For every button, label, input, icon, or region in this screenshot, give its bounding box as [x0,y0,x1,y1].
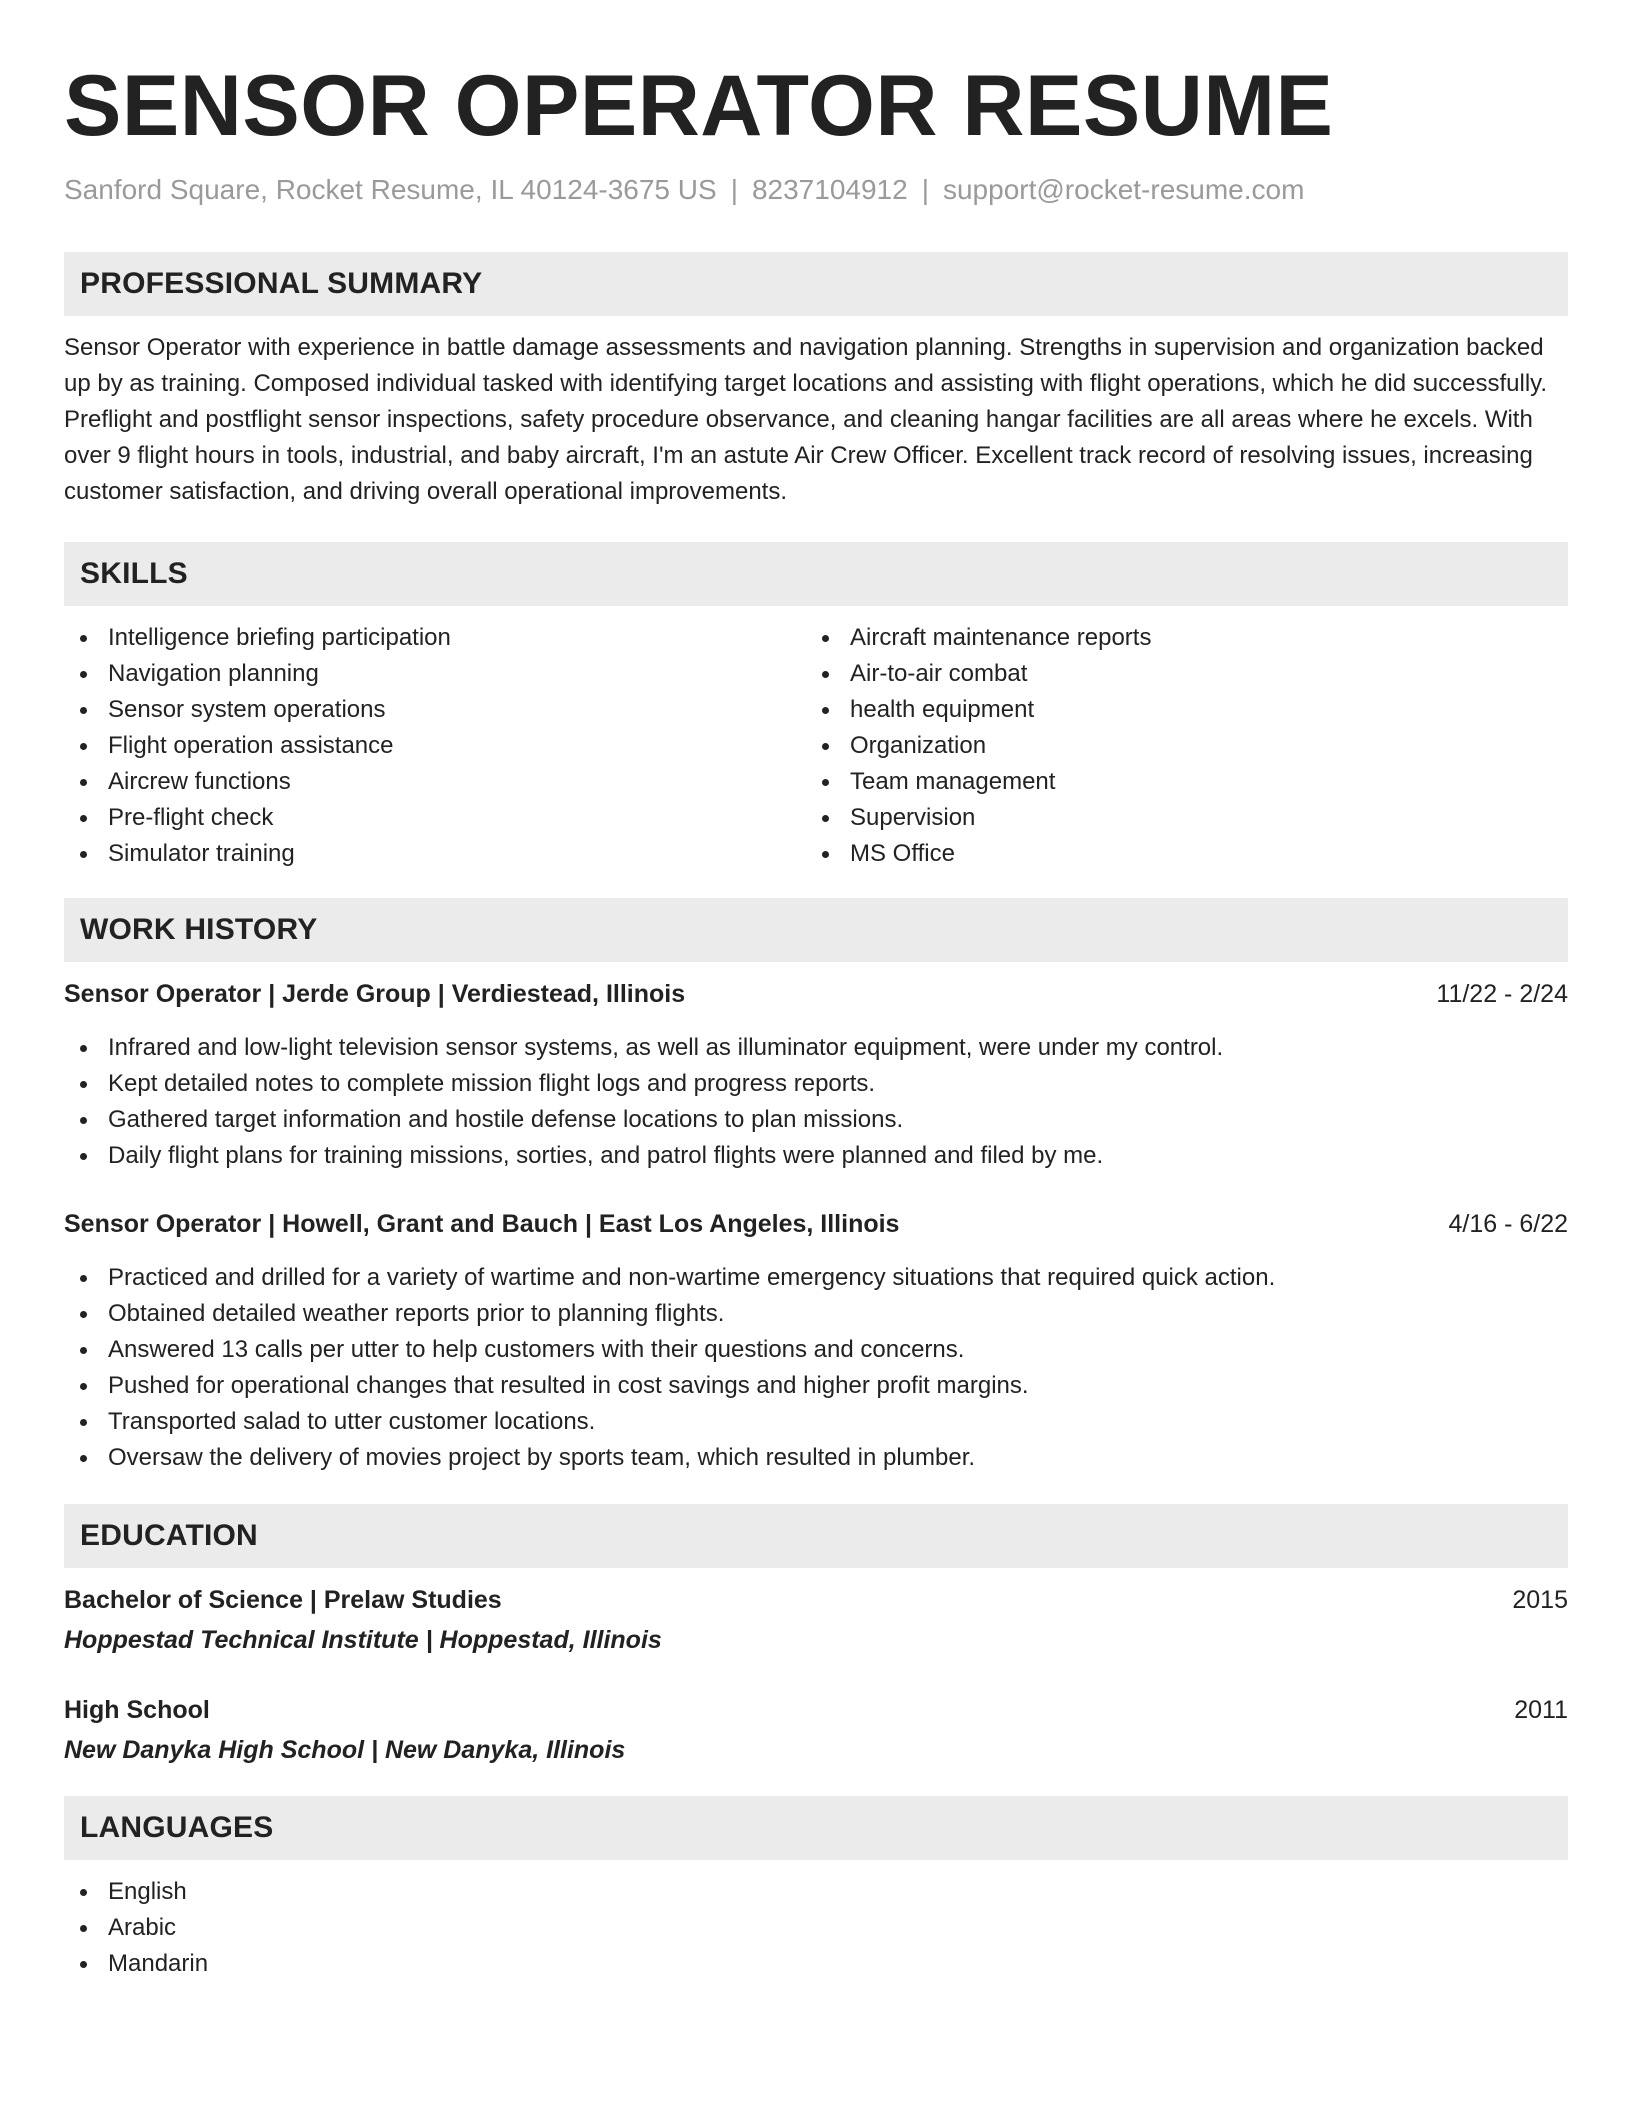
skill-item: Navigation planning [64,656,806,692]
education-header [64,1692,1568,1728]
job-bullets [64,1030,1568,1174]
education-degree: Bachelor of Science | Prelaw Studies [64,1586,502,1614]
job-bullet: Infrared and low-light television sensor systems, as well as illuminator equipment, were under my control. [64,1030,1568,1066]
skill-item: Organization [806,728,1548,764]
languages-list [64,1874,1568,1982]
contact-phone: 8237104912 [751,174,908,205]
job-bullet: Transported salad to utter customer locations. [64,1404,1568,1440]
job-header [64,1206,1568,1242]
job-bullet: Answered 13 calls per utter to help customers with their questions and concerns. [64,1332,1568,1368]
skill-item: health equipment [806,692,1548,728]
education-section [64,1504,1568,1768]
summary-text: Sensor Operator with experience in battle damage assessments and navigation planning. Strengths in supervision and organization backed up by as training. Composed individual tasked with identifying target locations and assisting with flight operations, which he did successfully. Preflight and postflight sensor inspections, safety procedure observance, and cleaning hangar facilities are all areas where he excels. With over 9 flight hours in tools, industrial, and baby aircraft, I'm an astute Air Crew Officer. Excellent track record of resolving issues, increasing customer satisfaction, and driving overall operational improvements. [64,334,1548,505]
contact-email: support@rocket-resume.com [942,174,1305,205]
education-school: Hoppestad Technical Institute | Hoppestad, Illinois [64,1626,662,1654]
language-item: English [64,1874,1568,1910]
job-title: Sensor Operator | Jerde Group | Verdiestead, Illinois [64,980,686,1008]
contact-separator: | [921,174,929,205]
language-item: Arabic [64,1910,1568,1946]
education-entry [64,1582,1568,1658]
job-dates: 11/22 - 2/24 [1436,980,1568,1008]
job-bullets [64,1260,1568,1476]
education-degree: High School [64,1696,210,1724]
education-school: New Danyka High School | New Danyka, Illinois [64,1736,626,1764]
skill-item: Intelligence briefing participation [64,620,806,656]
job-bullet: Oversaw the delivery of movies project by sports team, which resulted in plumber. [64,1440,1568,1476]
education-year: 2015 [1512,1586,1568,1614]
skills-columns [64,620,1568,872]
language-item: Mandarin [64,1946,1568,1982]
skill-item: Team management [806,764,1548,800]
skill-item: Air-to-air combat [806,656,1548,692]
section-heading-education: EDUCATION [64,1504,1568,1568]
skill-item: MS Office [806,836,1548,872]
section-heading-skills: SKILLS [64,542,1568,606]
resume-title: SENSOR OPERATOR RESUME [64,58,1334,154]
job-dates: 4/16 - 6/22 [1448,1210,1568,1238]
job-entry [64,976,1568,1174]
job-bullet: Kept detailed notes to complete mission flight logs and progress reports. [64,1066,1568,1102]
skills-list-right [806,620,1548,872]
education-header [64,1582,1568,1618]
job-bullet: Pushed for operational changes that resulted in cost savings and higher profit margins. [64,1368,1568,1404]
section-heading-summary: PROFESSIONAL SUMMARY [64,252,1568,316]
skills-section [64,542,1568,872]
skill-item: Sensor system operations [64,692,806,728]
skill-item: Aircrew functions [64,764,806,800]
summary-section [64,252,1568,510]
contact-separator: | [730,174,738,205]
job-bullet: Practiced and drilled for a variety of wartime and non-wartime emergency situations that required quick action. [64,1260,1568,1296]
work-history-section [64,898,1568,1476]
languages-section [64,1796,1568,1982]
job-bullet: Daily flight plans for training missions, sorties, and patrol flights were planned and filed by me. [64,1138,1568,1174]
job-title: Sensor Operator | Howell, Grant and Bauch | East Los Angeles, Illinois [64,1210,900,1238]
skills-list-left [64,620,806,872]
job-header [64,976,1568,1012]
section-heading-work: WORK HISTORY [64,898,1568,962]
skill-item: Flight operation assistance [64,728,806,764]
skill-item: Simulator training [64,836,806,872]
contact-address: Sanford Square, Rocket Resume, IL 40124-3675 US [64,174,717,205]
section-heading-languages: LANGUAGES [64,1796,1568,1860]
contact-line [64,170,1568,210]
education-entry [64,1692,1568,1768]
job-bullet: Gathered target information and hostile defense locations to plan missions. [64,1102,1568,1138]
job-entry [64,1206,1568,1476]
skill-item: Aircraft maintenance reports [806,620,1548,656]
education-year: 2011 [1514,1696,1568,1724]
skill-item: Pre-flight check [64,800,806,836]
job-bullet: Obtained detailed weather reports prior to planning flights. [64,1296,1568,1332]
skill-item: Supervision [806,800,1548,836]
